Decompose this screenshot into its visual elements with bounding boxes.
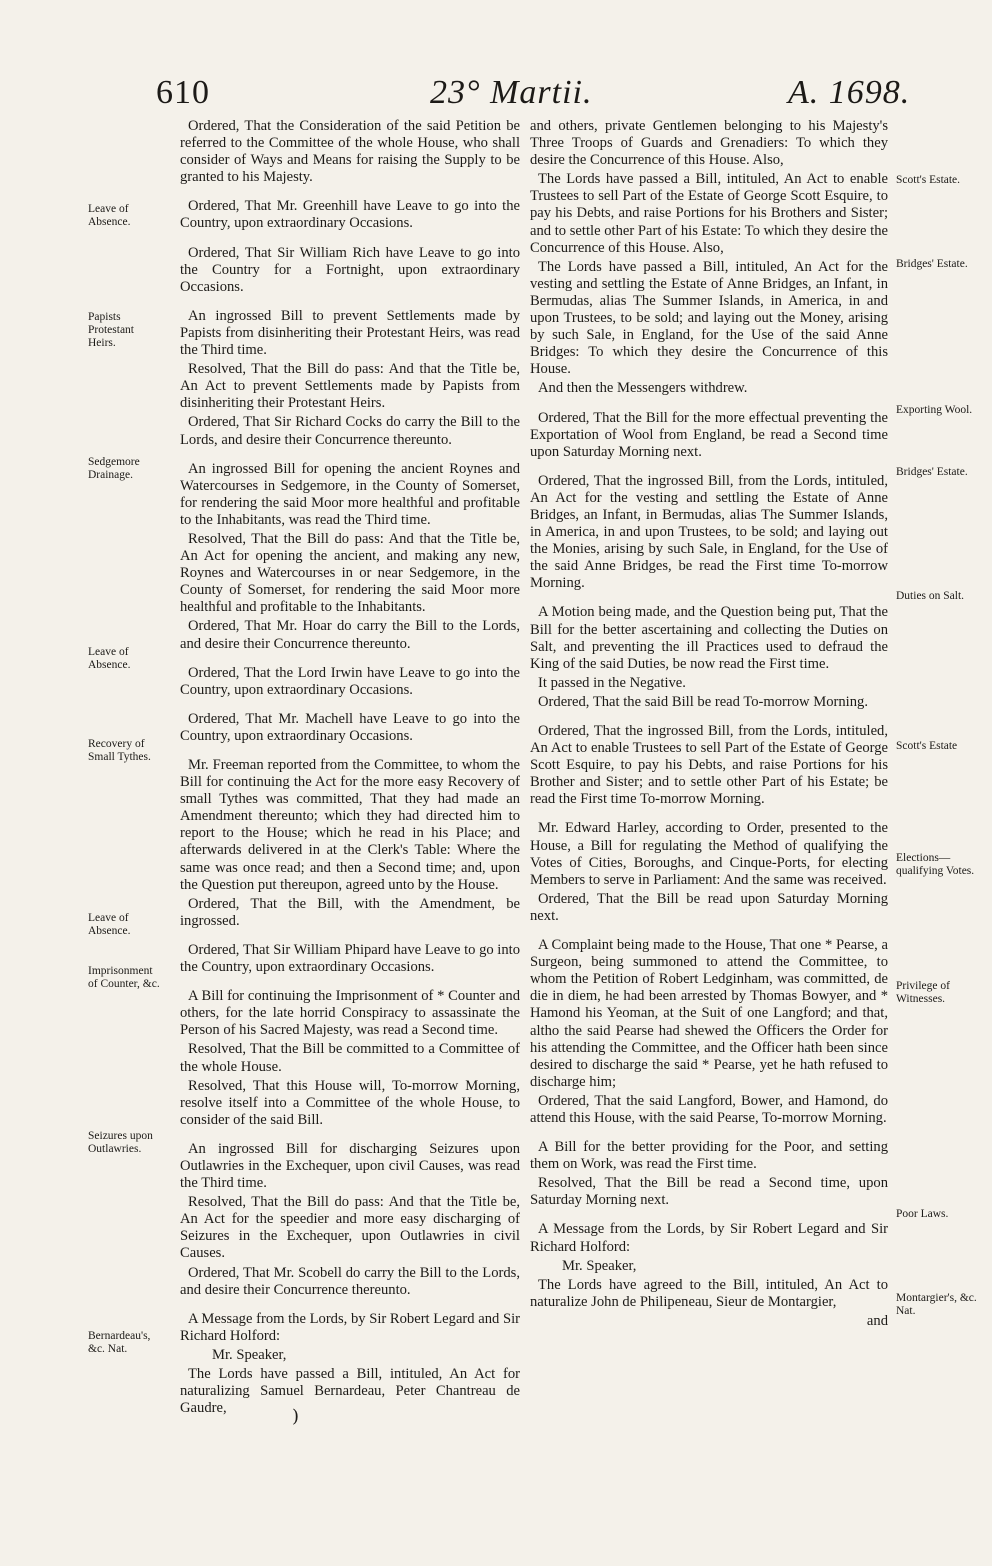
paragraph: Ordered, That the said Bill be read To-morrow Morning.: [538, 693, 868, 710]
page-date: 23° Martii.: [430, 74, 593, 111]
page-year: A. 1698.: [788, 74, 911, 111]
paragraph: It passed in the Negative.: [538, 674, 686, 691]
paragraph: An ingrossed Bill for opening the ancient Roynes and Watercourses in Sedgemore, in the County of Somerset, for rendering the said Moor more healthful and profitable to the Inhabitants, was read the Third time.: [180, 460, 520, 528]
margin-note: Papists Protestant Heirs.: [88, 311, 134, 349]
margin-note: Scott's Estate: [896, 740, 958, 752]
margin-note: Imprisonment of Counter, &c.: [88, 965, 160, 990]
paragraph: A Message from the Lords, by Sir Robert Legard and Sir Richard Holford:: [530, 1221, 888, 1255]
paragraph: Resolved, That the Bill do pass: And that the Title be, An Act for the speedier and more easy discharging of Seizures in the Exchequer, upon Outlawries in civil Causes.: [180, 1194, 520, 1262]
margin-note: Bernardeau's, &c. Nat.: [88, 1330, 151, 1355]
paragraph: A Motion being made, and the Question being put, That the Bill for the better ascertaining and collecting the Duties on Salt, and preventing the ill Practices used to defraud the King of the said Duties, be now read the First time.: [530, 604, 888, 672]
footer-mark: ): [292, 1406, 300, 1427]
paragraph: Ordered, That Mr. Hoar do carry the Bill to the Lords, and desire their Concurrence thereunto.: [180, 618, 520, 652]
paragraph: The Lords have passed a Bill, intituled, An Act for naturalizing Samuel Bernardeau, Peter Chantreau de Gaudre,: [180, 1366, 520, 1417]
margin-note: Scott's Estate.: [896, 174, 961, 186]
margin-note: Bridges' Estate.: [896, 258, 968, 270]
margin-note: Recovery of Small Tythes.: [88, 738, 151, 763]
paragraph: Resolved, That the Bill be committed to a Committee of the whole House.: [180, 1041, 520, 1075]
paragraph: An ingrossed Bill for discharging Seizures upon Outlawries in the Exchequer, upon civil Causes, was read the Third time.: [180, 1140, 520, 1192]
paragraph: Ordered, That the said Langford, Bower, and Hamond, do attend this House, with the said Pearse, To-morrow Morning.: [530, 1092, 888, 1126]
margin-note: Leave of Absence.: [88, 646, 131, 671]
paragraph: A Bill for the better providing for the Poor, and setting them on Work, was read the First time.: [530, 1139, 888, 1173]
right-column: [530, 118, 888, 1332]
paragraph: Mr. Freeman reported from the Committee, to whom the Bill for continuing the Act for the more easy Recovery of small Tythes was committed, That they had made an Amendment thereunto; which they had directed him to report to the House; which he read in his Place; and afterwards delivered in at the Clerk's Table: Where the same was once read; and then a Second time; and, upon the Question put thereupon, agreed unto by the House.: [180, 757, 520, 893]
paragraph: Ordered, That Sir Richard Cocks do carry the Bill to the Lords, and desire their Concurrence thereunto.: [180, 414, 520, 448]
margin-note: Exporting Wool.: [896, 404, 973, 416]
paragraph: And then the Messengers withdrew.: [538, 380, 748, 397]
paragraph: The Lords have passed a Bill, intituled, An Act for the vesting and settling the Estate of Anne Bridges, an Infant, in Bermudas, alias The Summer Islands, in America, in and upon Trustees, to be sold; and laying out the Money, arising by such Sale, in England, for the Use of the said Anne Bridges: To which they desire the Concurrence of this House.: [530, 258, 888, 378]
margin-note: Duties on Salt.: [896, 590, 965, 602]
paragraph: Ordered, That the Bill for the more effectual preventing the Exportation of Wool from England, be read a Second time upon Saturday Morning next.: [530, 409, 888, 460]
paragraph: Resolved, That this House will, To-morrow Morning, resolve itself into a Committee of the whole House, to consider of the said Bill.: [180, 1077, 520, 1128]
paragraph: The Lords have passed a Bill, intituled, An Act to enable Trustees to sell Part of the Estate of George Scott Esquire, to pay his Debts, and raise Portions for his Brothers and Sister; and to settle other Part of his Estate: To which they desire the Concurrence of this House. Also,: [530, 171, 888, 256]
paragraph: Mr. Edward Harley, according to Order, presented to the House, a Bill for regulating the Method of qualifying the Votes of Cities, Boroughs, and Cinque-Ports, for electing Members to serve in Parliament: And the same was received.: [530, 820, 888, 888]
paragraph: Resolved, That the Bill be read a Second time, upon Saturday Morning next.: [530, 1175, 888, 1209]
margin-note: Privilege of Witnesses.: [896, 980, 950, 1005]
paragraph: and others, private Gentlemen belonging to his Majesty's Three Troops of Guards and Grenadiers: To which they desire the Concurrence of this House. Also,: [530, 118, 888, 169]
margin-note: Sedgemore Drainage.: [88, 456, 140, 481]
margin-note: Elections—qualifying Votes.: [896, 852, 975, 877]
margin-note: Montargier's, &c. Nat.: [896, 1292, 977, 1317]
margin-note: Poor Laws.: [896, 1208, 949, 1220]
paragraph: Resolved, That the Bill do pass: And that the Title be, An Act for opening the ancient, and making any new, Roynes and Watercourses in or near Sedgemore, in the County of Somerset, for rendering the said Moor more healthful and profitable to the Inhabitants.: [180, 530, 520, 616]
margin-note: Leave of Absence.: [88, 203, 131, 228]
paragraph: Mr. Speaker,: [562, 1257, 637, 1274]
margin-note: Leave of Absence.: [88, 912, 131, 937]
paragraph: Ordered, That the Consideration of the said Petition be referred to the Committee of the whole House, who shall consider of Ways and Means for raising the Supply to be granted to his Majesty.: [180, 118, 520, 186]
paragraph: Ordered, That Sir William Phipard have Leave to go into the Country, upon extraordinary Occasions.: [180, 941, 521, 976]
catchword: and: [866, 1312, 888, 1329]
paragraph: Ordered, That Sir William Rich have Leave to go into the Country for a Fortnight, upon extraordinary Occasions.: [180, 244, 520, 295]
paragraph: Resolved, That the Bill do pass: And that the Title be, An Act to prevent Settlements made by Papists from disinheriting their Protestant Heirs.: [180, 361, 520, 412]
paragraph: Ordered, That Mr. Scobell do carry the Bill to the Lords, and desire their Concurrence thereunto.: [180, 1264, 520, 1298]
paragraph: Mr. Speaker,: [212, 1346, 287, 1363]
paragraph: A Message from the Lords, by Sir Robert Legard and Sir Richard Holford:: [180, 1310, 520, 1344]
left-column: [180, 118, 520, 1419]
paragraph: An ingrossed Bill to prevent Settlements made by Papists from disinheriting their Protestant Heirs, was read the Third time.: [180, 307, 520, 359]
paragraph: Ordered, That the ingrossed Bill, from the Lords, intituled, An Act to enable Trustees to sell Part of the Estate of George Scott Esquire, to pay his Debts, and raise Portions for his Brother and Sister; and to settle other Part of his Estate; be read the First time To-morrow Morning.: [530, 723, 888, 808]
paragraph: Ordered, That Mr. Greenhill have Leave to go into the Country, upon extraordinary Occasions.: [180, 198, 520, 232]
paragraph: The Lords have agreed to the Bill, intituled, An Act to naturalize John de Philipeneau, Sieur de Montargier,: [530, 1276, 888, 1310]
paragraph: A Complaint being made to the House, That one * Pearse, a Surgeon, being summoned to attend the Committee, to whom the Petition of Robert Ledginham, was committed, de die in diem, he had been arrested by Thomas Bowyer, and * Hamond his Yeoman, at the Suit of one Langford; and that, altho the said Pearse had shewed the Officers the Order for his attending the Committee, and the Officer hath been since desired to discharge the said * Pearse, yet he hath refused to discharge him;: [530, 937, 888, 1090]
paragraph: Ordered, That the Bill be read upon Saturday Morning next.: [530, 890, 888, 924]
margin-note: Bridges' Estate.: [896, 466, 968, 478]
paragraph: Ordered, That Mr. Machell have Leave to go into the Country, upon extraordinary Occasions.: [180, 710, 520, 744]
page-number: 610: [156, 74, 210, 111]
paragraph: Ordered, That the ingrossed Bill, from the Lords, intituled, An Act for the vesting and settling the Estate of Anne Bridges, an Infant, in Bermudas, alias The Summer Islands, in America, in and upon Trustees, to be sold; and laying out the Monies, arising by such Sale, in England, for the Use of the said Anne Bridges, be read the First time To-morrow Morning.: [530, 472, 888, 592]
paragraph: Ordered, That the Lord Irwin have Leave to go into the Country, upon extraordinary Occasions.: [180, 664, 520, 698]
paragraph: A Bill for continuing the Imprisonment of * Counter and others, for the late horrid Conspiracy to assassinate the Person of his Sacred Majesty, was read a Second time.: [180, 988, 520, 1039]
margin-note: Seizures upon Outlawries.: [88, 1130, 153, 1155]
paragraph: Ordered, That the Bill, with the Amendment, be ingrossed.: [180, 895, 520, 929]
